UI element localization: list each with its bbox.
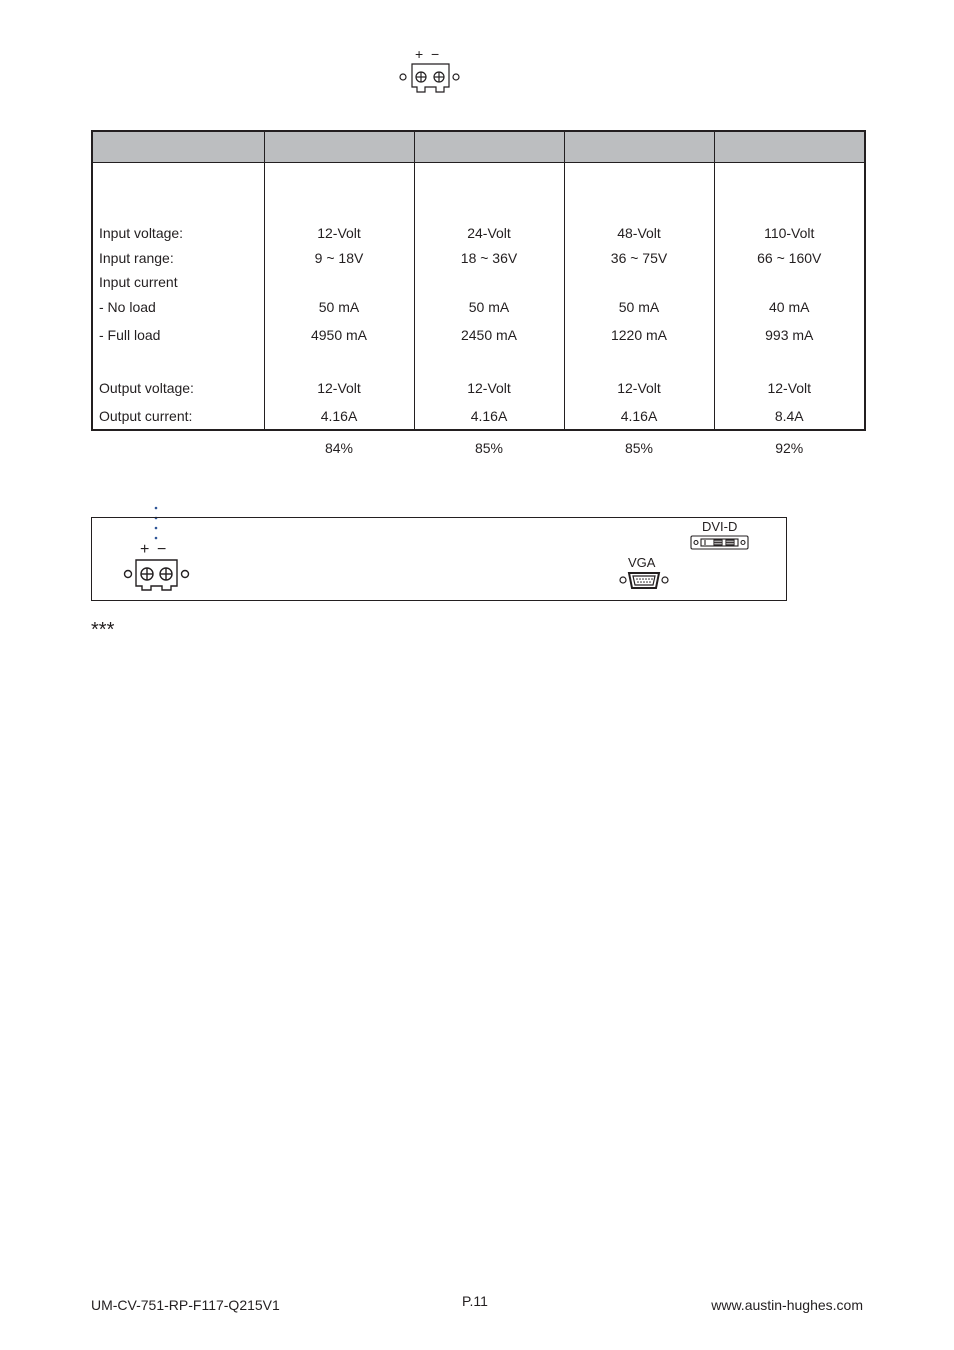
input-voltage-value: 12-Volt	[317, 225, 361, 241]
label-no-load: - No load	[99, 299, 156, 315]
vga-label: VGA	[628, 555, 656, 570]
input-voltage-value: 110-Volt	[764, 225, 815, 241]
terminal-plus-sign: +	[415, 46, 424, 62]
power-spec-table	[91, 130, 866, 456]
value-column-2	[414, 163, 564, 456]
output-voltage-value: 12-Volt	[467, 380, 511, 396]
vga-port-icon	[618, 571, 670, 591]
label-input-voltage: Input voltage:	[99, 225, 184, 241]
label-output-voltage: Output voltage:	[99, 380, 194, 396]
note-marker: ***	[91, 619, 115, 641]
dc-terminal-block-icon	[398, 46, 462, 94]
input-range-value: 18 ~ 36V	[460, 250, 518, 266]
table-row	[92, 163, 865, 431]
footer-doc-id: UM-CV-751-RP-F117-Q215V1	[91, 1297, 280, 1313]
no-load-value: 50 mA	[318, 299, 360, 315]
header-cell	[264, 131, 414, 163]
footer-page-number: P.11	[462, 1293, 488, 1309]
label-input-range: Input range:	[99, 250, 174, 266]
dvi-d-label: DVI-D	[702, 519, 738, 534]
output-voltage-value: 12-Volt	[617, 380, 661, 396]
header-cell	[714, 131, 865, 163]
power-plus-sign: +	[140, 541, 150, 558]
footer-website[interactable]: www.austin-hughes.com	[711, 1297, 863, 1313]
efficiency-value: 85%	[624, 440, 654, 456]
full-load-value: 993 mA	[765, 327, 814, 343]
output-voltage-value: 12-Volt	[317, 380, 361, 396]
table-header-row	[92, 131, 865, 163]
value-column-3	[564, 163, 714, 456]
label-input-current: Input current	[99, 274, 178, 290]
input-voltage-value: 48-Volt	[617, 225, 661, 241]
power-terminal-drawing	[122, 546, 192, 592]
power-minus-sign: −	[157, 541, 167, 558]
input-range-value: 9 ~ 18V	[314, 250, 364, 266]
label-full-load: - Full load	[99, 327, 161, 343]
full-load-value: 2450 mA	[460, 327, 518, 343]
output-current-value: 4.16A	[470, 408, 508, 424]
input-voltage-value: 24-Volt	[467, 225, 511, 241]
full-load-value: 4950 mA	[310, 327, 368, 343]
label-column	[92, 163, 264, 431]
input-range-value: 66 ~ 160V	[757, 250, 822, 266]
label-output-current: Output current:	[99, 408, 193, 424]
full-load-value: 1220 mA	[610, 327, 668, 343]
value-column-4	[714, 163, 865, 456]
no-load-value: 40 mA	[769, 299, 810, 315]
rear-panel-outline	[91, 517, 787, 601]
header-cell	[564, 131, 714, 163]
power-terminal	[122, 541, 192, 592]
output-voltage-value: 12-Volt	[767, 380, 812, 396]
header-cell	[92, 131, 264, 163]
no-load-value: 50 mA	[468, 299, 510, 315]
output-current-value: 8.4A	[774, 408, 804, 424]
dvi-d-port-icon	[690, 535, 750, 551]
value-column-1	[264, 163, 414, 456]
terminal-minus-sign: −	[431, 46, 440, 62]
output-current-value: 4.16A	[320, 408, 358, 424]
no-load-value: 50 mA	[618, 299, 660, 315]
output-current-value: 4.16A	[620, 408, 658, 424]
terminal-block-drawing	[398, 50, 462, 94]
header-cell	[414, 131, 564, 163]
efficiency-value: 84%	[324, 440, 354, 456]
efficiency-value: 85%	[474, 440, 504, 456]
input-range-value: 36 ~ 75V	[610, 250, 668, 266]
efficiency-value: 92%	[775, 440, 804, 456]
